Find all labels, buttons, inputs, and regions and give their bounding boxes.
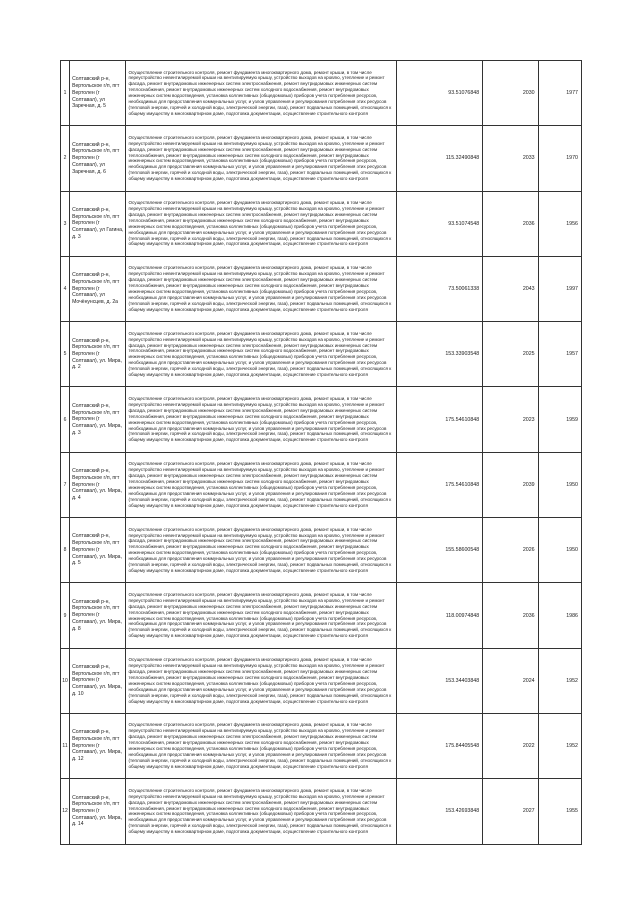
table-row — [61, 256, 582, 321]
planned-year-cell: 2025 — [483, 322, 538, 387]
table-row — [61, 713, 582, 778]
address-cell: Солтавский р-н, Вертольское г/п, пгт Вертолен (г Солтавал), ул Заречная, д. 5 — [70, 61, 126, 126]
row-number: 11 — [61, 713, 70, 778]
works-description-cell: Осуществление строительного контроля, ремонт фундамента многоквартирного дома, ремонт крыши, в том числе переустройство невентилируемой крыши на вентилируемую крышу, устройство выходов на кровлю, утепление и ремонт фасада, ремонт внутридомовых инженерных систем электроснабжения, ремонт внутридомовых инженерных систем теплоснабжения, ремонт внутридомовых инженерных систем холодного водоснабжения, ремонт внутридомовых инженерных систем водоотведения, установка коллективных (общедомовых) приборов учета потребления ресурсов, необходимых для предоставления коммунальных услуг, и узлов управления и регулирования потребления этих ресурсов (тепловой энергии, горячей и холодной воды, электрической энергии, газа), ремонт подвальных помещений, относящихся к общему имуществу в многоквартирном доме, подготовка документации, осуществление строительного контроля — [126, 191, 396, 256]
cost-cell: 153.33903548 — [396, 322, 483, 387]
build-year-cell: 1986 — [538, 583, 581, 648]
build-year-cell: 1952 — [538, 648, 581, 713]
planned-year-cell: 2023 — [483, 387, 538, 452]
cost-cell: 175.54610848 — [396, 387, 483, 452]
build-year-cell: 1977 — [538, 61, 581, 126]
build-year-cell: 1997 — [538, 256, 581, 321]
table-row — [61, 61, 582, 126]
cost-cell: 153.42693848 — [396, 779, 483, 844]
cost-cell: 175.54610848 — [396, 452, 483, 517]
row-number: 8 — [61, 518, 70, 583]
document-page — [60, 60, 582, 845]
works-description-cell: Осуществление строительного контроля, ремонт фундамента многоквартирного дома, ремонт крыши, в том числе переустройство невентилируемой крыши на вентилируемую крышу, устройство выходов на кровлю, утепление и ремонт фасада, ремонт внутридомовых инженерных систем электроснабжения, ремонт внутридомовых инженерных систем теплоснабжения, ремонт внутридомовых инженерных систем холодного водоснабжения, ремонт внутридомовых инженерных систем водоотведения, установка коллективных (общедомовых) приборов учета потребления ресурсов, необходимых для предоставления коммунальных услуг, и узлов управления и регулирования потребления этих ресурсов (тепловой энергии, горячей и холодной воды, электрической энергии, газа), ремонт подвальных помещений, относящихся к общему имуществу в многоквартирном доме, подготовка документации, осуществление строительного контроля — [126, 61, 396, 126]
cost-cell: 115.32490848 — [396, 126, 483, 191]
planned-year-cell: 2024 — [483, 648, 538, 713]
row-number: 4 — [61, 256, 70, 321]
planned-year-cell: 2026 — [483, 518, 538, 583]
row-number: 9 — [61, 583, 70, 648]
row-number: 12 — [61, 779, 70, 844]
table-row — [61, 648, 582, 713]
build-year-cell: 1959 — [538, 387, 581, 452]
cost-cell: 175.84405548 — [396, 713, 483, 778]
planned-year-cell: 2022 — [483, 713, 538, 778]
planned-year-cell: 2043 — [483, 256, 538, 321]
table-row — [61, 779, 582, 844]
address-cell: Солтавский р-н, Вертольское г/п, пгт Вертолен (г Солтавал), ул. Мира, д. 14 — [70, 779, 126, 844]
works-description-cell: Осуществление строительного контроля, ремонт фундамента многоквартирного дома, ремонт крыши, в том числе переустройство невентилируемой крыши на вентилируемую крышу, устройство выходов на кровлю, утепление и ремонт фасада, ремонт внутридомовых инженерных систем электроснабжения, ремонт внутридомовых инженерных систем теплоснабжения, ремонт внутридомовых инженерных систем холодного водоснабжения, ремонт внутридомовых инженерных систем водоотведения, установка коллективных (общедомовых) приборов учета потребления ресурсов, необходимых для предоставления коммунальных услуг, и узлов управления и регулирования потребления этих ресурсов (тепловой энергии, горячей и холодной воды, электрической энергии, газа), ремонт подвальных помещений, относящихся к общему имуществу в многоквартирном доме, подготовка документации, осуществление строительного контроля — [126, 256, 396, 321]
capital-repair-table — [60, 60, 582, 845]
works-description-cell: Осуществление строительного контроля, ремонт фундамента многоквартирного дома, ремонт крыши, в том числе переустройство невентилируемой крыши на вентилируемую крышу, устройство выходов на кровлю, утепление и ремонт фасада, ремонт внутридомовых инженерных систем электроснабжения, ремонт внутридомовых инженерных систем теплоснабжения, ремонт внутридомовых инженерных систем холодного водоснабжения, ремонт внутридомовых инженерных систем водоотведения, установка коллективных (общедомовых) приборов учета потребления ресурсов, необходимых для предоставления коммунальных услуг, и узлов управления и регулирования потребления этих ресурсов (тепловой энергии, горячей и холодной воды, электрической энергии, газа), ремонт подвальных помещений, относящихся к общему имуществу в многоквартирном доме, подготовка документации, осуществление строительного контроля — [126, 322, 396, 387]
address-cell: Солтавский р-н, Вертольское г/п, пгт Вертолен (г Солтавал), ул. Мира, д. 10 — [70, 648, 126, 713]
cost-cell: 118.00974848 — [396, 583, 483, 648]
cost-cell: 93.51076848 — [396, 61, 483, 126]
planned-year-cell: 2033 — [483, 126, 538, 191]
cost-cell: 153.34403848 — [396, 648, 483, 713]
address-cell: Солтавский р-н, Вертольское г/п, пгт Вертолен (г Солтавал), ул. Мира, д. 12 — [70, 713, 126, 778]
planned-year-cell: 2030 — [483, 61, 538, 126]
address-cell: Солтавский р-н, Вертольское г/п, пгт Вертолен (г Солтавал), ул. Мира, д. 8 — [70, 583, 126, 648]
row-number: 3 — [61, 191, 70, 256]
build-year-cell: 1950 — [538, 452, 581, 517]
cost-cell: 93.51074548 — [396, 191, 483, 256]
address-cell: Солтавский р-н, Вертольское г/п, пгт Вертолен (г Солтавал), ул. Мира, д. 3 — [70, 387, 126, 452]
table-row — [61, 387, 582, 452]
address-cell: Солтавский р-н, Вертольское г/п, пгт Вертолен (г Солтавал), ул. Мира, д. 5 — [70, 518, 126, 583]
row-number: 6 — [61, 387, 70, 452]
planned-year-cell: 2027 — [483, 779, 538, 844]
address-cell: Солтавский р-н, Вертольское г/п, пгт Вертолен (г Солтавал), ул. Мира, д. 4 — [70, 452, 126, 517]
table-row — [61, 452, 582, 517]
works-description-cell: Осуществление строительного контроля, ремонт фундамента многоквартирного дома, ремонт крыши, в том числе переустройство невентилируемой крыши на вентилируемую крышу, устройство выходов на кровлю, утепление и ремонт фасада, ремонт внутридомовых инженерных систем электроснабжения, ремонт внутридомовых инженерных систем теплоснабжения, ремонт внутридомовых инженерных систем холодного водоснабжения, ремонт внутридомовых инженерных систем водоотведения, установка коллективных (общедомовых) приборов учета потребления ресурсов, необходимых для предоставления коммунальных услуг, и узлов управления и регулирования потребления этих ресурсов (тепловой энергии, горячей и холодной воды, электрической энергии, газа), ремонт подвальных помещений, относящихся к общему имуществу в многоквартирном доме, подготовка документации, осуществление строительного контроля — [126, 713, 396, 778]
row-number: 1 — [61, 61, 70, 126]
works-description-cell: Осуществление строительного контроля, ремонт фундамента многоквартирного дома, ремонт крыши, в том числе переустройство невентилируемой крыши на вентилируемую крышу, устройство выходов на кровлю, утепление и ремонт фасада, ремонт внутридомовых инженерных систем электроснабжения, ремонт внутридомовых инженерных систем теплоснабжения, ремонт внутридомовых инженерных систем холодного водоснабжения, ремонт внутридомовых инженерных систем водоотведения, установка коллективных (общедомовых) приборов учета потребления ресурсов, необходимых для предоставления коммунальных услуг, и узлов управления и регулирования потребления этих ресурсов (тепловой энергии, горячей и холодной воды, электрической энергии, газа), ремонт подвальных помещений, относящихся к общему имуществу в многоквартирном доме, подготовка документации, осуществление строительного контроля — [126, 779, 396, 844]
works-description-cell: Осуществление строительного контроля, ремонт фундамента многоквартирного дома, ремонт крыши, в том числе переустройство невентилируемой крыши на вентилируемую крышу, устройство выходов на кровлю, утепление и ремонт фасада, ремонт внутридомовых инженерных систем электроснабжения, ремонт внутридомовых инженерных систем теплоснабжения, ремонт внутридомовых инженерных систем холодного водоснабжения, ремонт внутридомовых инженерных систем водоотведения, установка коллективных (общедомовых) приборов учета потребления ресурсов, необходимых для предоставления коммунальных услуг, и узлов управления и регулирования потребления этих ресурсов (тепловой энергии, горячей и холодной воды, электрической энергии, газа), ремонт подвальных помещений, относящихся к общему имуществу в многоквартирном доме, подготовка документации, осуществление строительного контроля — [126, 583, 396, 648]
table-body — [61, 61, 582, 845]
table-row — [61, 126, 582, 191]
works-description-cell: Осуществление строительного контроля, ремонт фундамента многоквартирного дома, ремонт крыши, в том числе переустройство невентилируемой крыши на вентилируемую крышу, устройство выходов на кровлю, утепление и ремонт фасада, ремонт внутридомовых инженерных систем электроснабжения, ремонт внутридомовых инженерных систем теплоснабжения, ремонт внутридомовых инженерных систем холодного водоснабжения, ремонт внутридомовых инженерных систем водоотведения, установка коллективных (общедомовых) приборов учета потребления ресурсов, необходимых для предоставления коммунальных услуг, и узлов управления и регулирования потребления этих ресурсов (тепловой энергии, горячей и холодной воды, электрической энергии, газа), ремонт подвальных помещений, относящихся к общему имуществу в многоквартирном доме, подготовка документации, осуществление строительного контроля — [126, 126, 396, 191]
build-year-cell: 1950 — [538, 518, 581, 583]
address-cell: Солтавский р-н, Вертольское г/п, пгт Вертолен (г Солтавал), ул Заречная, д. 6 — [70, 126, 126, 191]
works-description-cell: Осуществление строительного контроля, ремонт фундамента многоквартирного дома, ремонт крыши, в том числе переустройство невентилируемой крыши на вентилируемую крышу, устройство выходов на кровлю, утепление и ремонт фасада, ремонт внутридомовых инженерных систем электроснабжения, ремонт внутридомовых инженерных систем теплоснабжения, ремонт внутридомовых инженерных систем холодного водоснабжения, ремонт внутридомовых инженерных систем водоотведения, установка коллективных (общедомовых) приборов учета потребления ресурсов, необходимых для предоставления коммунальных услуг, и узлов управления и регулирования потребления этих ресурсов (тепловой энергии, горячей и холодной воды, электрической энергии, газа), ремонт подвальных помещений, относящихся к общему имуществу в многоквартирном доме, подготовка документации, осуществление строительного контроля — [126, 648, 396, 713]
build-year-cell: 1970 — [538, 126, 581, 191]
build-year-cell: 1956 — [538, 191, 581, 256]
row-number: 5 — [61, 322, 70, 387]
build-year-cell: 1952 — [538, 713, 581, 778]
row-number: 2 — [61, 126, 70, 191]
table-row — [61, 191, 582, 256]
works-description-cell: Осуществление строительного контроля, ремонт фундамента многоквартирного дома, ремонт крыши, в том числе переустройство невентилируемой крыши на вентилируемую крышу, устройство выходов на кровлю, утепление и ремонт фасада, ремонт внутридомовых инженерных систем электроснабжения, ремонт внутридомовых инженерных систем теплоснабжения, ремонт внутридомовых инженерных систем холодного водоснабжения, ремонт внутридомовых инженерных систем водоотведения, установка коллективных (общедомовых) приборов учета потребления ресурсов, необходимых для предоставления коммунальных услуг, и узлов управления и регулирования потребления этих ресурсов (тепловой энергии, горячей и холодной воды, электрической энергии, газа), ремонт подвальных помещений, относящихся к общему имуществу в многоквартирном доме, подготовка документации, осуществление строительного контроля — [126, 452, 396, 517]
planned-year-cell: 2039 — [483, 452, 538, 517]
table-row — [61, 583, 582, 648]
planned-year-cell: 2036 — [483, 583, 538, 648]
address-cell: Солтавский р-н, Вертольское г/п, пгт Вертолен (г Солтавал), ул Мочёнунсцев, д. 2а — [70, 256, 126, 321]
row-number: 7 — [61, 452, 70, 517]
cost-cell: 155.58600548 — [396, 518, 483, 583]
table-row — [61, 322, 582, 387]
build-year-cell: 1955 — [538, 779, 581, 844]
works-description-cell: Осуществление строительного контроля, ремонт фундамента многоквартирного дома, ремонт крыши, в том числе переустройство невентилируемой крыши на вентилируемую крышу, устройство выходов на кровлю, утепление и ремонт фасада, ремонт внутридомовых инженерных систем электроснабжения, ремонт внутридомовых инженерных систем теплоснабжения, ремонт внутридомовых инженерных систем холодного водоснабжения, ремонт внутридомовых инженерных систем водоотведения, установка коллективных (общедомовых) приборов учета потребления ресурсов, необходимых для предоставления коммунальных услуг, и узлов управления и регулирования потребления этих ресурсов (тепловой энергии, горячей и холодной воды, электрической энергии, газа), ремонт подвальных помещений, относящихся к общему имуществу в многоквартирном доме, подготовка документации, осуществление строительного контроля — [126, 387, 396, 452]
row-number: 10 — [61, 648, 70, 713]
cost-cell: 73.50061338 — [396, 256, 483, 321]
works-description-cell: Осуществление строительного контроля, ремонт фундамента многоквартирного дома, ремонт крыши, в том числе переустройство невентилируемой крыши на вентилируемую крышу, устройство выходов на кровлю, утепление и ремонт фасада, ремонт внутридомовых инженерных систем электроснабжения, ремонт внутридомовых инженерных систем теплоснабжения, ремонт внутридомовых инженерных систем холодного водоснабжения, ремонт внутридомовых инженерных систем водоотведения, установка коллективных (общедомовых) приборов учета потребления ресурсов, необходимых для предоставления коммунальных услуг, и узлов управления и регулирования потребления этих ресурсов (тепловой энергии, горячей и холодной воды, электрической энергии, газа), ремонт подвальных помещений, относящихся к общему имуществу в многоквартирном доме, подготовка документации, осуществление строительного контроля — [126, 518, 396, 583]
build-year-cell: 1957 — [538, 322, 581, 387]
planned-year-cell: 2036 — [483, 191, 538, 256]
address-cell: Солтавский р-н, Вертольское г/п, пгт Вертолен (г Солтавал), ул. Мира, д. 2 — [70, 322, 126, 387]
table-row — [61, 518, 582, 583]
address-cell: Солтавский р-н, Вертольское г/п, пгт Вертолен (г Солтавал), ул Гагина, д. 3 — [70, 191, 126, 256]
